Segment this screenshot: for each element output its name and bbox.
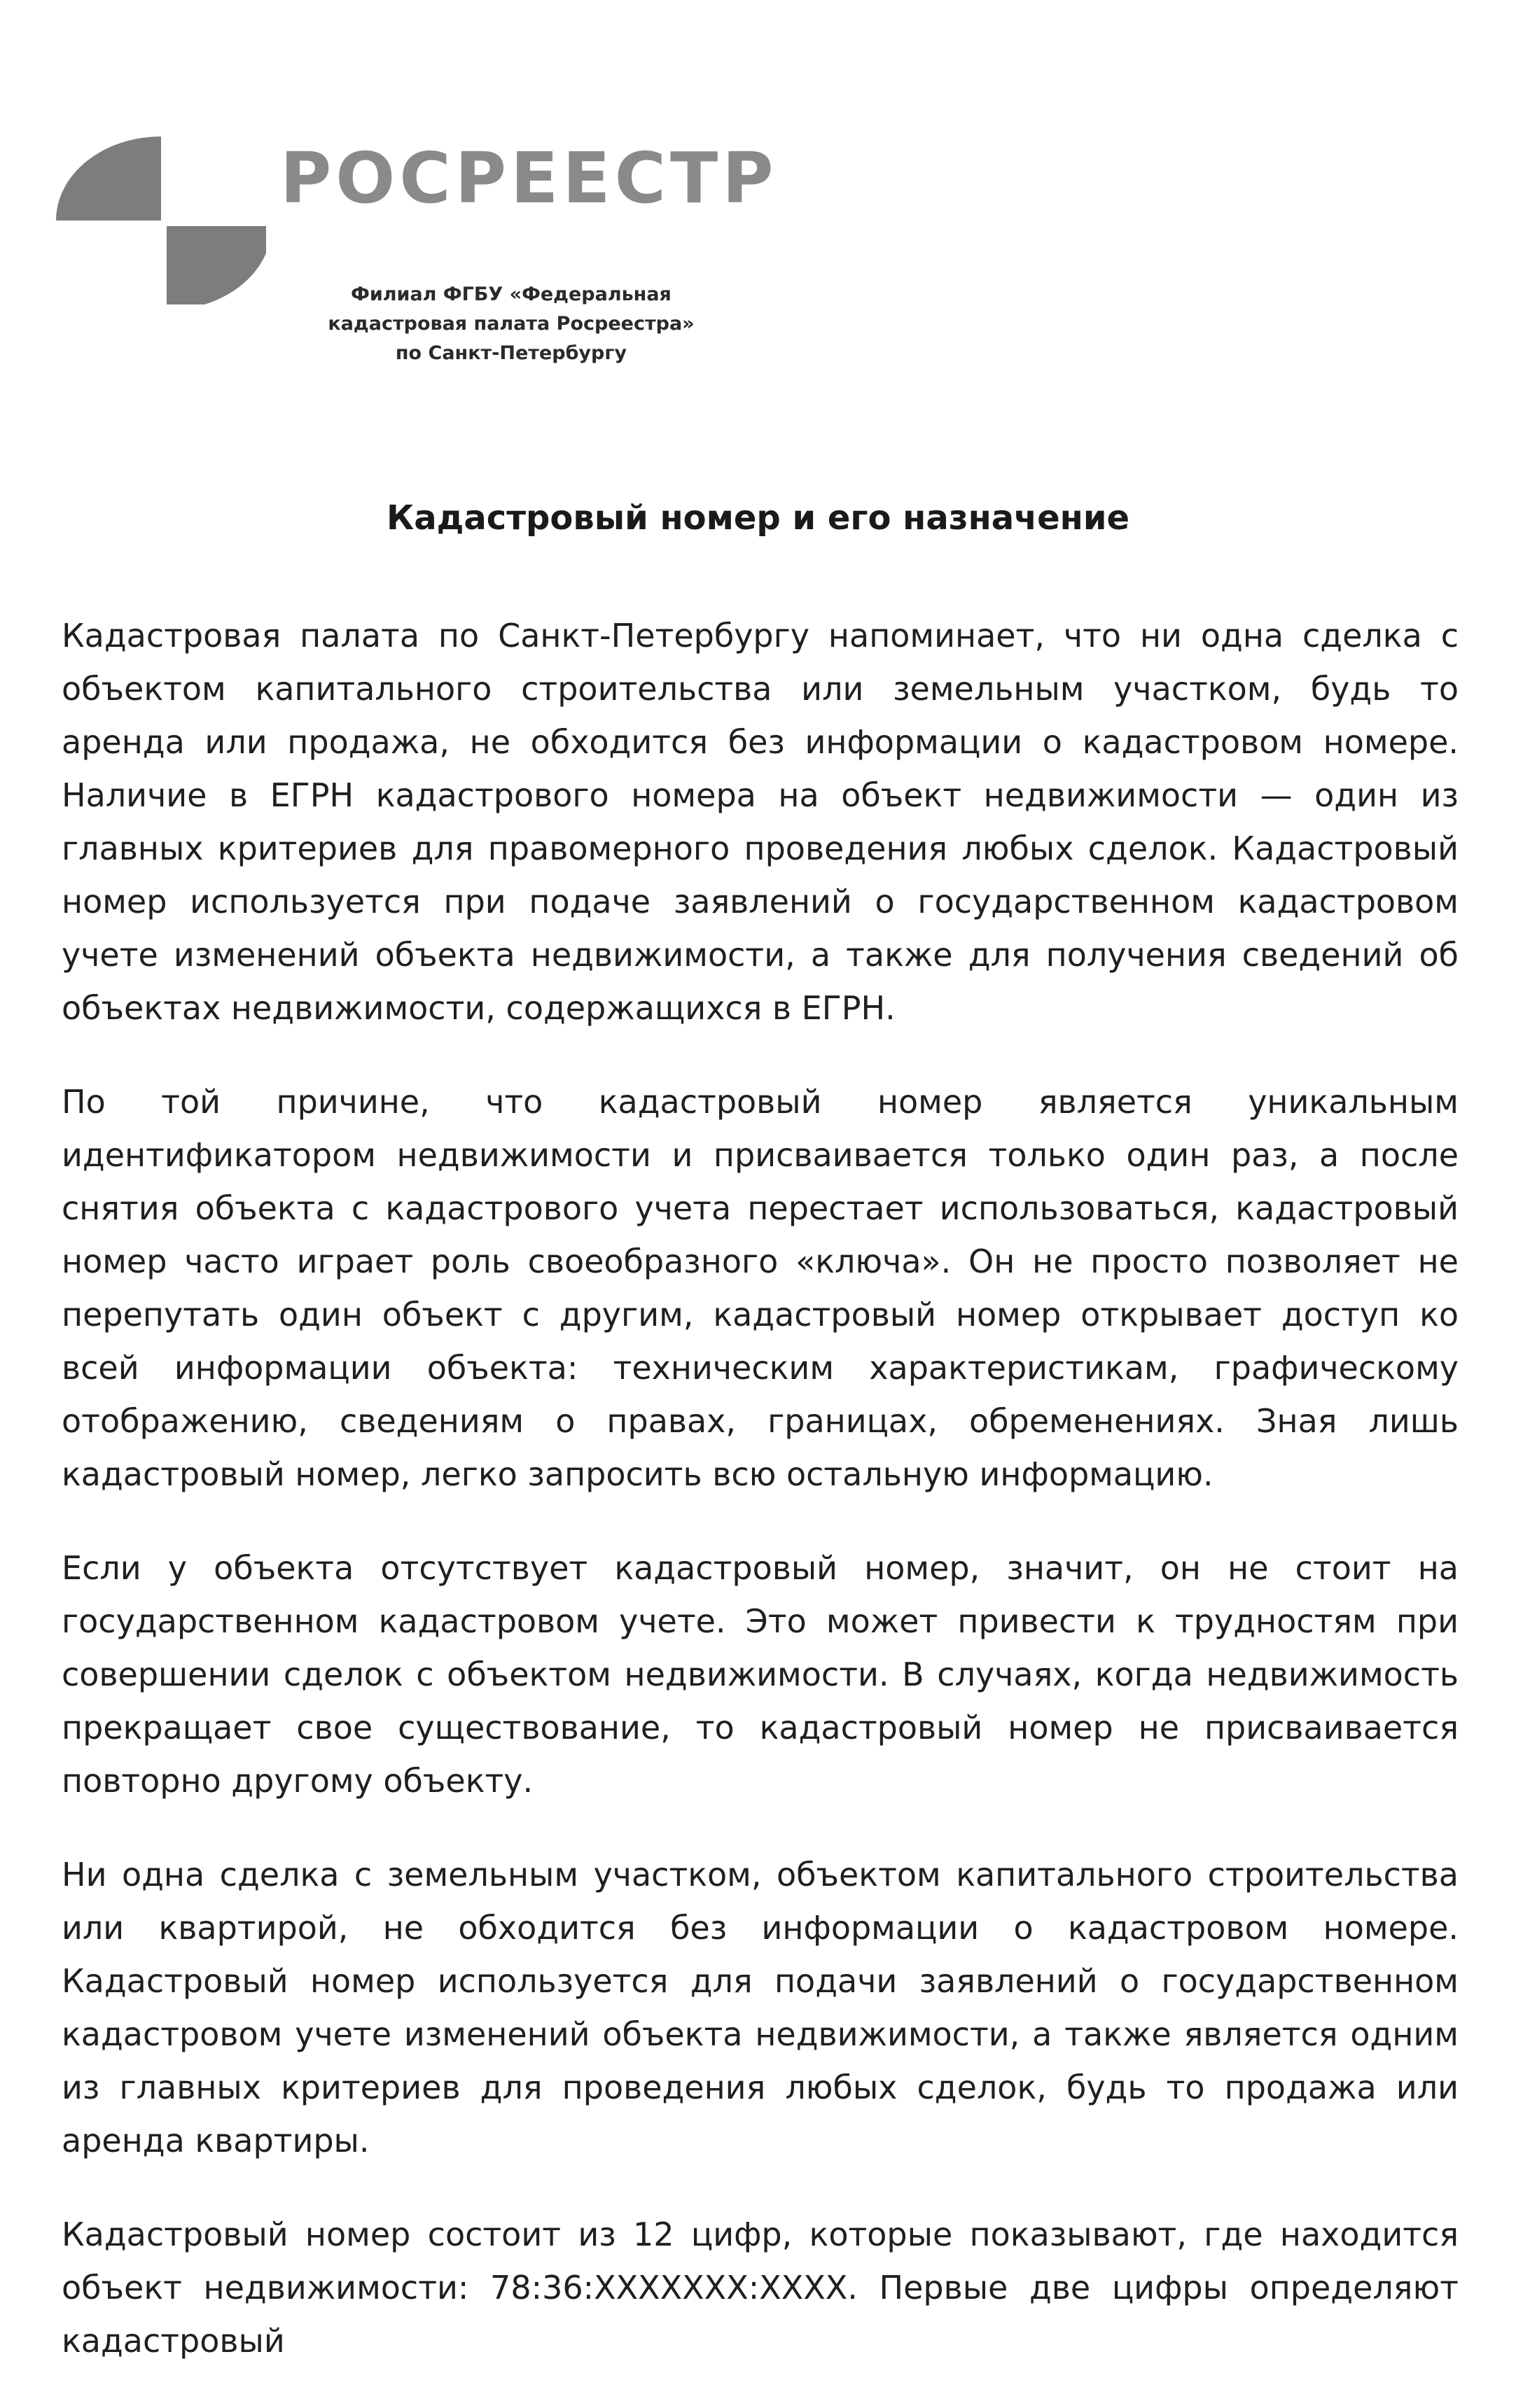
rosreestr-logo-icon (56, 136, 266, 304)
paragraph: Если у объекта отсутствует кадастровый номер, значит, он не стоит на государственном кадастровом учете. Это может привести к трудностям при совершении сделок с объектом недвижимости. В случаях, когда недвижимость прекращает свое существование, то кадастровый номер не присваивается повторно другому объекту. (62, 1549, 1459, 1800)
organization-line: Филиал ФГБУ «Федеральная (351, 284, 672, 305)
organization-name (308, 280, 714, 368)
paragraph: Кадастровая палата по Санкт-Петербургу напоминает, что ни одна сделка с объектом капитального строительства или земельным участком, будь то аренда или продажа, не обходится без информации о кадастровом номере. Наличие в ЕГРН кадастрового номера на объект недвижимости — один из главных критериев для правомерного проведения любых сделок. Кадастровый номер используется при подаче заявлений о государственном кадастровом учете изменений объекта недвижимости, а также для получения сведений об объектах недвижимости, содержащихся в ЕГРН. (62, 617, 1459, 1027)
paragraph: Ни одна сделка с земельным участком, объектом капитального строительства или квартирой, не обходится без информации о кадастровом номере. Кадастровый номер используется для подачи заявлений о государственном кадастровом учете изменений объекта недвижимости, а также является одним из главных критериев для проведения любых сделок, будь то продажа или аренда квартиры. (62, 1856, 1459, 2160)
organization-line: кадастровая палата Росреестра» (328, 313, 695, 335)
paragraph: Кадастровый номер состоит из 12 цифр, которые показывают, где находится объект недвижимости: 78:36:XXXXXXX:XXXX. Первые две цифры определяют кадастровый (62, 2216, 1459, 2360)
logo-wordmark: РОСРЕЕСТР (280, 137, 778, 219)
paragraph: По той причине, что кадастровый номер является уникальным идентификатором недвижимости и присваивается только один раз, а после снятия объекта с кадастрового учета перестает использоваться, кадастровый номер часто играет роль своеобразного «ключа». Он не просто позволяет не перепутать один объект с другим, кадастровый номер открывает доступ ко всей информации объекта: техническим характеристикам, графическому отображению, сведениям о правах, границах, обременениях. Зная лишь кадастровый номер, легко запросить всю остальную информацию. (62, 1083, 1459, 1493)
organization-line: по Санкт-Петербургу (395, 342, 627, 364)
document-title: Кадастровый номер и его назначение (386, 498, 1130, 538)
document-body (62, 609, 1459, 2408)
